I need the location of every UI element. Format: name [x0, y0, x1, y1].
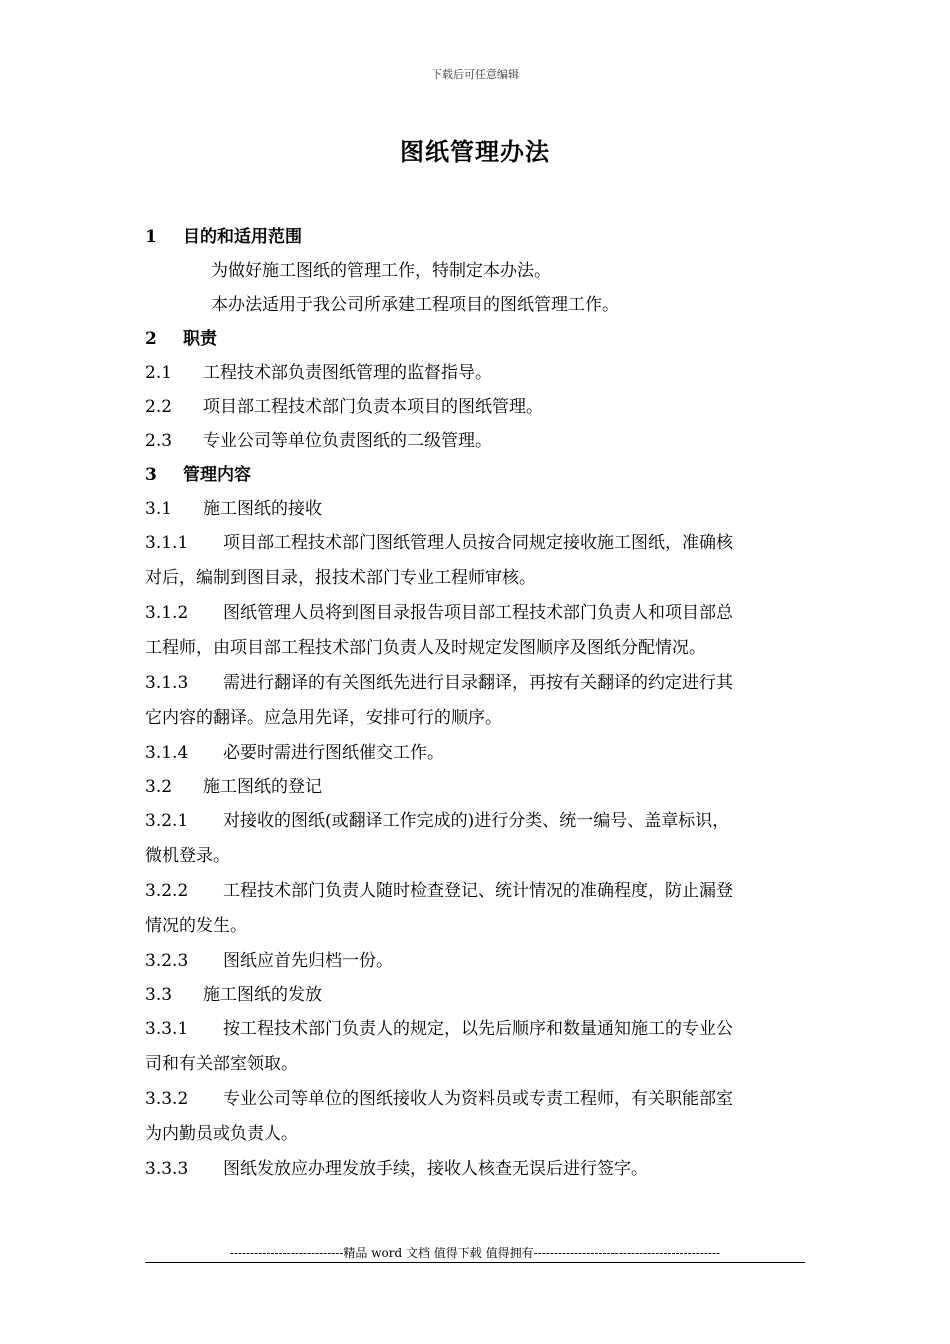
clause-text: 图纸发放应办理发放手续，接收人核查无误后进行签字。	[223, 1159, 648, 1179]
clause-text: 必要时需进行图纸催交工作。	[223, 743, 444, 763]
clause-text: 工程技术部门负责人随时检查登记、统计情况的准确程度，防止漏登	[223, 881, 733, 901]
clause-text: 需进行翻译的有关图纸先进行目录翻译，再按有关翻译的约定进行其	[223, 673, 733, 693]
section-2	[145, 322, 800, 356]
document-body	[145, 220, 800, 1186]
clause-3-2-1	[145, 804, 800, 838]
clause-continuation: 情况的发生。	[145, 916, 247, 936]
clause-2-1	[145, 356, 800, 390]
clause-text: 图纸管理人员将到图目录报告项目部工程技术部门负责人和项目部总	[223, 603, 733, 623]
clause-2-2	[145, 390, 800, 424]
clause-continuation: 它内容的翻译。应急用先译，安排可行的顺序。	[145, 708, 502, 728]
clause-continuation: 微机登录。	[145, 846, 230, 866]
clause-number: 2.3	[145, 431, 173, 451]
clause-text: 项目部工程技术部门负责本项目的图纸管理。	[203, 397, 543, 417]
clause-number: 2.2	[145, 397, 173, 417]
clause-number: 3.3.1	[145, 1019, 189, 1039]
clause-text: 按工程技术部门负责人的规定，以先后顺序和数量通知施工的专业公	[223, 1019, 733, 1039]
clause-text: 施工图纸的登记	[203, 777, 322, 797]
clause-text: 图纸应首先归档一份。	[223, 951, 393, 971]
clause-number: 3.2.2	[145, 881, 189, 901]
clause-3-1	[145, 492, 800, 526]
clause-text: 施工图纸的发放	[203, 985, 322, 1005]
page-footer: ----------------------------精品 word 文档 值得下载 值得拥有----------------------------------------------	[229, 1246, 721, 1260]
clause-number: 3.1	[145, 499, 173, 519]
clause-text: 专业公司等单位的图纸接收人为资料员或专责工程师，有关职能部室	[223, 1089, 733, 1109]
clause-continuation: 司和有关部室领取。	[145, 1054, 298, 1074]
clause-3-3-2	[145, 1082, 800, 1116]
section-number: 1	[145, 227, 157, 247]
clause-3-1-4	[145, 736, 800, 770]
clause-2-3	[145, 424, 800, 458]
clause-3-1-1	[145, 526, 800, 560]
clause-number: 3.3.2	[145, 1089, 189, 1109]
clause-number: 3.1.4	[145, 743, 189, 763]
section-heading: 职责	[183, 329, 217, 349]
clause-text: 施工图纸的接收	[203, 499, 322, 519]
clause-number: 2.1	[145, 363, 173, 383]
clause-text: 专业公司等单位负责图纸的二级管理。	[203, 431, 492, 451]
document-title: 图纸管理办法	[400, 137, 550, 166]
clause-number: 3.2	[145, 777, 173, 797]
clause-number: 3.1.3	[145, 673, 189, 693]
clause-3-3-3	[145, 1152, 800, 1186]
clause-continuation: 工程师，由项目部工程技术部门负责人及时规定发图顺序及图纸分配情况。	[145, 638, 706, 658]
footer-rule	[145, 1262, 805, 1263]
clause-text: 项目部工程技术部门图纸管理人员按合同规定接收施工图纸，准确核	[223, 533, 733, 553]
clause-continuation: 为内勤员或负责人。	[145, 1124, 298, 1144]
clause-3-3-1	[145, 1012, 800, 1046]
page-header: 下载后可任意编辑	[431, 68, 519, 81]
clause-text: 工程技术部负责图纸管理的监督指导。	[203, 363, 492, 383]
clause-3-2-3	[145, 944, 800, 978]
clause-text: 对接收的图纸(或翻译工作完成的)进行分类、统一编号、盖章标识，	[223, 811, 730, 831]
clause-number: 3.1.1	[145, 533, 189, 553]
clause-3-1-3	[145, 666, 800, 700]
clause-number: 3.2.3	[145, 951, 189, 971]
clause-3-2-2	[145, 874, 800, 908]
paragraph: 为做好施工图纸的管理工作，特制定本办法。	[211, 261, 551, 281]
clause-3-3	[145, 978, 800, 1012]
clause-number: 3.1.2	[145, 603, 189, 623]
section-1	[145, 220, 800, 254]
clause-number: 3.2.1	[145, 811, 189, 831]
section-heading: 管理内容	[183, 465, 251, 485]
clause-3-1-2	[145, 596, 800, 630]
clause-3-2	[145, 770, 800, 804]
paragraph: 本办法适用于我公司所承建工程项目的图纸管理工作。	[211, 295, 619, 315]
section-heading: 目的和适用范围	[183, 227, 302, 247]
section-number: 3	[145, 465, 157, 485]
clause-continuation: 对后，编制到图目录，报技术部门专业工程师审核。	[145, 568, 536, 588]
section-number: 2	[145, 329, 157, 349]
clause-number: 3.3.3	[145, 1159, 189, 1179]
section-3	[145, 458, 800, 492]
clause-number: 3.3	[145, 985, 173, 1005]
